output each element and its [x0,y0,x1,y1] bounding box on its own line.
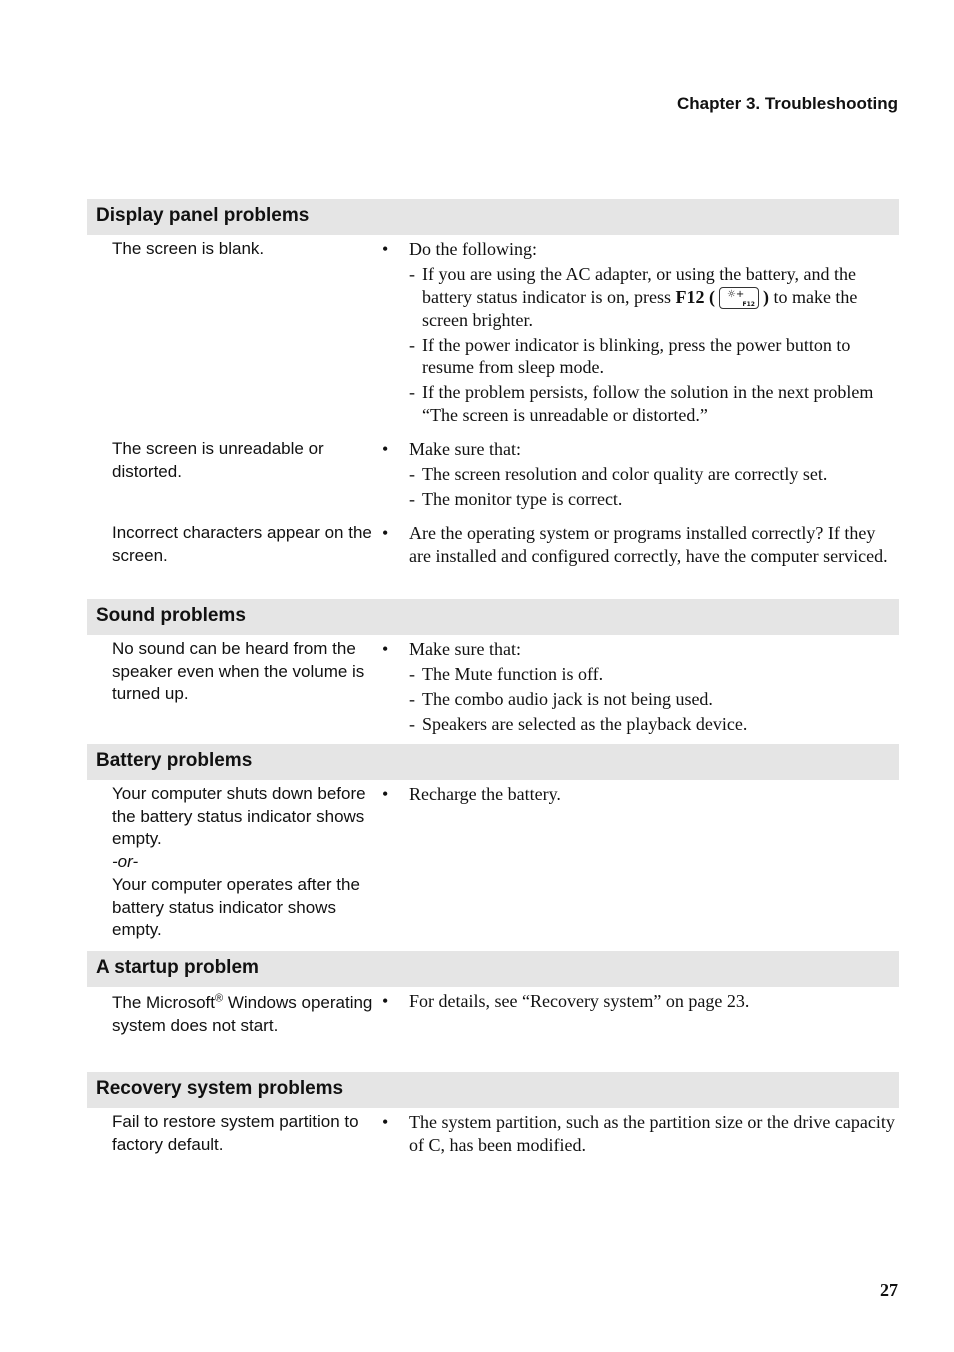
bullet-marker: • [382,991,389,1011]
sub-item-text: The screen resolution and color quality are correctly set. [422,464,828,484]
dash-marker: - [409,664,415,684]
dash-marker: - [409,489,415,509]
dash-marker: - [409,689,415,709]
key-text: F12 ( [675,286,715,307]
solution-cell [382,638,899,736]
sub-item [409,263,899,331]
dash-marker: - [409,334,415,355]
solution-text: Make sure that: [409,639,521,659]
sub-item [409,488,899,511]
solution-cell [382,783,899,806]
section-startup [87,951,899,1072]
section-battery [87,744,899,951]
bullet-marker: • [382,784,389,804]
sub-item-text: The Mute function is off. [422,664,604,684]
solution-cell [382,1111,899,1156]
sub-item [409,688,899,711]
solution-text: Are the operating system or programs installed correctly? If they are installed and configured correctly, have the computer serviced. [409,523,888,566]
sub-item-text: If the power indicator is blinking, press the power button to resume from sleep mode. [422,334,851,377]
section-display-panel [87,199,899,599]
solution-text: The system partition, such as the partition size or the drive capacity of C, has been modified. [409,1112,895,1155]
symptom-text: Fail to restore system partition to factory default. [112,1112,359,1154]
symptom-text: Your computer shuts down before the battery status indicator shows empty. [112,784,366,849]
sub-item-text: The combo audio jack is not being used. [422,689,713,709]
solution-text: For details, see “Recovery system” on page 23. [409,991,750,1011]
sub-item-text: Speakers are selected as the playback device. [422,714,748,734]
solution-text: Do the following: [409,239,537,259]
bullet-marker: • [382,1112,389,1132]
bullet-marker: • [382,639,389,659]
section-title: Recovery system problems [87,1072,899,1108]
symptom-text: Windows operating system does not start. [112,993,373,1035]
sub-item-text: The monitor type is correct. [422,489,623,509]
sub-item-text: If the problem persists, follow the solution in the next problem “The screen is unreadable or distorted.” [422,382,874,425]
section-sound [87,599,899,744]
dash-marker: - [409,264,415,284]
section-recovery [87,1072,899,1172]
dash-marker: - [409,464,415,484]
sub-item [409,663,899,686]
sub-item [409,713,899,736]
section-title: Sound problems [87,599,899,635]
chapter-header: Chapter 3. Troubleshooting [676,94,898,113]
symptom-cell [112,992,374,1037]
symptom-text: The screen is unreadable or distorted. [112,439,324,481]
key-close: ) [762,286,769,307]
symptom-text: No sound can be heard from the speaker even when the volume is turned up. [112,639,365,704]
symptom-or: -or- [112,852,139,872]
section-title: Battery problems [87,744,899,780]
registered-mark: ® [214,992,224,1005]
sub-item-text: to make the screen brighter. [422,286,858,330]
solution-text: Recharge the battery. [409,784,561,804]
sub-item [409,381,899,426]
bullet-marker: • [382,523,389,543]
page-number: 27 [880,1280,898,1300]
dash-marker: - [409,382,415,402]
solution-cell [382,990,899,1013]
sub-item-text: If you are using the AC adapter, or using the battery, and the battery status indicator is on, press [422,264,856,307]
solution-cell [382,238,899,426]
dash-marker: - [409,714,415,734]
symptom-text: Your computer operates after the battery status indicator shows empty. [112,874,360,940]
solution-text: Make sure that: [409,439,521,459]
symptom-text: The Microsoft [112,993,215,1012]
solution-cell [382,438,899,511]
solution-cell [382,522,899,567]
sub-item [409,463,899,486]
symptom-text: The screen is blank. [112,239,265,258]
section-title: A startup problem [87,951,899,987]
brightness-up-icon: ☼+ F12 [719,287,759,309]
symptom-text: Incorrect characters appear on the screen. [112,523,372,565]
bullet-marker: • [382,239,389,259]
sub-item [409,334,899,379]
symptom-cell [112,783,374,942]
section-title: Display panel problems [87,199,899,235]
bullet-marker: • [382,439,389,459]
